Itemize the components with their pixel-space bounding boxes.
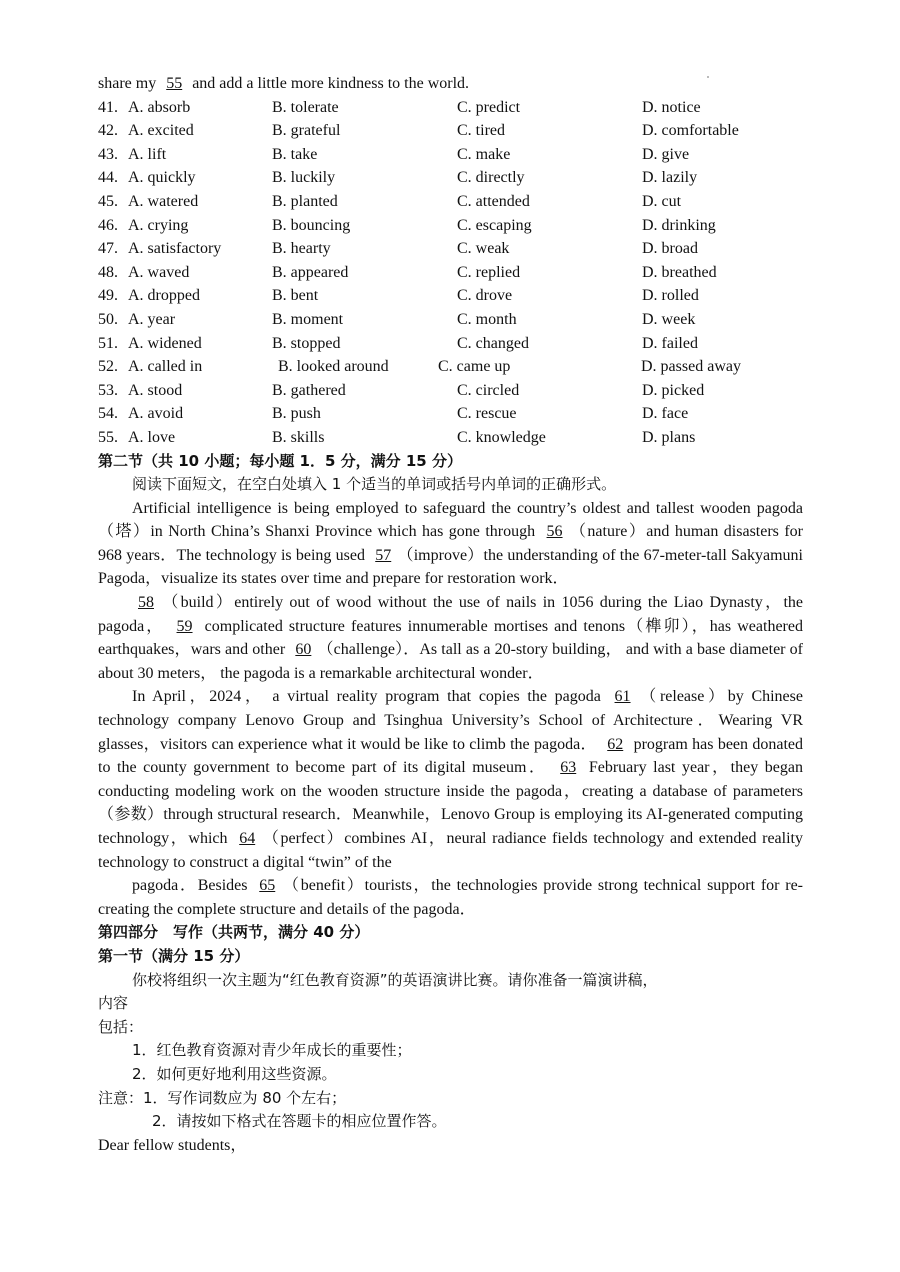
question-number: 52.	[98, 358, 118, 376]
option-c: C. circled	[457, 381, 520, 399]
paragraph-text: （nature）and human disasters for 968 years．The technology is being used	[98, 523, 803, 564]
option-a: A. called in	[128, 358, 203, 376]
paragraph-text: （build）entirely out of wood without the use of nails in 1056 during the Liao Dynasty，the pagoda，	[98, 594, 803, 635]
question-number: 49.	[98, 287, 118, 305]
question-number: 43.	[98, 145, 118, 163]
option-c: C. replied	[457, 263, 521, 281]
option-b: B. moment	[272, 310, 344, 328]
question-number: 51.	[98, 334, 118, 352]
option-a: A. lift	[128, 145, 167, 163]
option-b: B. planted	[272, 192, 338, 210]
question-number: 55.	[98, 428, 118, 446]
question-number: 44.	[98, 169, 118, 187]
option-a: A. satisfactory	[128, 240, 222, 258]
blank-64: 64	[239, 830, 256, 847]
option-b: B. stopped	[272, 334, 341, 352]
option-row	[98, 355, 803, 379]
option-b: B. grateful	[272, 122, 341, 140]
option-row	[98, 237, 803, 261]
option-row	[98, 214, 803, 238]
option-a: A. crying	[128, 216, 189, 234]
paragraph-text: （benefit）tourists，the technologies provide strong technical support for re-creating the complete structure and details of the pagoda．	[98, 877, 803, 918]
option-c: C. predict	[457, 98, 521, 116]
salutation: Dear fellow students，	[98, 1136, 247, 1154]
part4-heading: 第四部分 写作（共两节，满分 40 分）	[98, 923, 370, 942]
blank-65: 65	[259, 877, 276, 895]
question-number: 54.	[98, 405, 118, 423]
option-row	[98, 379, 803, 403]
blank-59: 59	[176, 617, 193, 635]
option-c: C. knowledge	[457, 428, 546, 446]
option-row	[98, 284, 803, 308]
paragraph-text: （challenge）．As tall as a 20-story building， and with a base diameter of about 30 meters， the pagoda is a remarkable architectural wonder．	[98, 641, 803, 682]
option-b: B. looked around	[278, 358, 389, 376]
writing-prompt-cont: 内容	[98, 994, 129, 1013]
option-row	[98, 402, 803, 426]
question-number: 47.	[98, 240, 118, 258]
blank-60: 60	[295, 641, 312, 659]
option-d: D. week	[642, 310, 696, 328]
option-c: C. directly	[457, 169, 525, 187]
option-d: D. broad	[642, 240, 698, 258]
paragraph-text: February last year，they began conducting modeling work on the wooden structure inside the pagoda，creating a database of parameters（参数）through structural research．Meanwhile，Lenovo Group is employing its AI-generated computing technology，which	[98, 759, 804, 847]
option-row	[98, 143, 803, 167]
question-number: 46.	[98, 216, 118, 234]
paragraph-text: complicated structure features innumerable mortises and tenons（榫卯），has weathered earthquakes，wars and other	[98, 617, 803, 659]
writing-prompt: 你校将组织一次主题为“红色教育资源”的英语演讲比赛。请你准备一篇演讲稿，	[132, 970, 658, 989]
blank-55: 55	[166, 75, 183, 92]
paragraph-text: pagoda．Besides	[132, 877, 248, 895]
option-d: D. give	[642, 145, 690, 163]
option-c: C. changed	[457, 334, 529, 352]
question-number: 53.	[98, 381, 118, 399]
option-row	[98, 332, 803, 356]
option-a: A. dropped	[128, 287, 200, 305]
blank-62: 62	[607, 735, 624, 753]
option-d: D. failed	[642, 334, 698, 352]
blank-58: 58	[138, 594, 154, 612]
option-row	[98, 190, 803, 214]
option-a: A. year	[128, 310, 176, 328]
option-b: B. take	[272, 145, 318, 163]
paragraph-text: （perfect）combines AI，neural radiance fields technology and extended reality technology to construct a digital “twin” of the	[98, 830, 803, 871]
option-d: D. passed away	[641, 358, 741, 376]
option-row	[98, 166, 803, 190]
note-item-1: 注意：1．写作词数应为 80 个左右；	[98, 1088, 347, 1107]
exam-page	[98, 72, 803, 1157]
option-a: A. absorb	[128, 98, 191, 116]
requirement-item-1: 1．红色教育资源对青少年成长的重要性；	[132, 1041, 412, 1060]
option-a: A. avoid	[128, 405, 184, 423]
option-c: C. escaping	[457, 216, 532, 234]
question-number: 41.	[98, 98, 118, 116]
option-row	[98, 261, 803, 285]
part4-subheading: 第一节（满分 15 分）	[98, 946, 250, 965]
option-b: B. tolerate	[272, 98, 339, 116]
option-b: B. push	[272, 405, 321, 423]
option-a: A. excited	[128, 122, 194, 140]
paragraph-text: In April，2024， a virtual reality program that copies the pagoda	[132, 688, 601, 706]
blank-57: 57	[375, 546, 392, 564]
option-d: D. picked	[642, 381, 705, 399]
option-a: A. waved	[128, 263, 190, 281]
option-b: B. hearty	[272, 240, 331, 258]
paragraph-text: program has been donated to the county government to become part of its digital museum．	[98, 735, 804, 777]
question-number: 48.	[98, 263, 118, 281]
option-a: A. stood	[128, 381, 183, 399]
section2-heading: 第二节（共 10 小题；每小题 1．5 分，满分 15 分）	[98, 451, 462, 470]
option-d: D. plans	[642, 428, 696, 446]
option-b: B. appeared	[272, 263, 349, 281]
option-d: D. comfortable	[642, 122, 739, 140]
option-d: D. rolled	[642, 287, 699, 305]
note-item-2: 2．请按如下格式在答题卡的相应位置作答。	[152, 1112, 447, 1131]
blank-61: 61	[614, 688, 631, 706]
option-c: C. make	[457, 145, 511, 163]
section2-instruction: 阅读下面短文，在空白处填入 1 个适当的单词或括号内单词的正确形式。	[132, 475, 617, 494]
option-c: C. drove	[457, 287, 513, 305]
option-c: C. tired	[457, 122, 505, 140]
option-c: C. came up	[438, 358, 511, 376]
passage-paragraph-1	[98, 497, 803, 591]
option-b: B. gathered	[272, 381, 346, 399]
option-b: B. bent	[272, 287, 319, 305]
option-b: B. luckily	[272, 169, 336, 187]
question-number: 50.	[98, 310, 118, 328]
passage-paragraph-3	[98, 685, 803, 874]
option-d: D. drinking	[642, 216, 716, 234]
option-row	[98, 96, 803, 120]
option-row	[98, 308, 803, 332]
blank-56: 56	[546, 523, 563, 541]
option-d: D. notice	[642, 98, 701, 116]
option-c: C. month	[457, 310, 517, 328]
intro-line	[98, 72, 803, 96]
option-d: D. lazily	[642, 169, 698, 187]
option-d: D. breathed	[642, 263, 717, 281]
blank-63: 63	[560, 759, 577, 777]
option-a: A. widened	[128, 334, 202, 352]
include-label: 包括：	[98, 1017, 144, 1036]
option-c: C. rescue	[457, 405, 517, 423]
paragraph-text: Artificial intelligence is being employed to safeguard the country’s oldest and tallest wooden pagoda（塔）in North China’s Shanxi Province which has gone through	[98, 499, 803, 541]
option-c: C. attended	[457, 192, 530, 210]
option-b: B. skills	[272, 428, 325, 446]
paragraph-text: （improve）the understanding of the 67-meter-tall Sakyamuni Pagoda，visualize its states over time and prepare for restoration work．	[98, 546, 803, 588]
paragraph-text: （release）by Chinese technology company Lenovo Group and Tsinghua University’s School of Architecture．Wearing VR glasses，visitors can experience what it would be like to climb the pagoda．	[98, 688, 803, 753]
option-b: B. bouncing	[272, 216, 351, 234]
question-number: 45.	[98, 192, 118, 210]
intro-post: and add a little more kindness to the world.	[192, 75, 470, 92]
question-number: 42.	[98, 122, 118, 140]
options-list	[98, 96, 803, 450]
option-row	[98, 119, 803, 143]
requirement-item-2: 2．如何更好地利用这些资源。	[132, 1064, 337, 1083]
option-d: D. cut	[642, 192, 682, 210]
option-row	[98, 426, 803, 450]
intro-pre: share my	[98, 75, 157, 92]
option-a: A. watered	[128, 192, 199, 210]
option-a: A. love	[128, 428, 176, 446]
passage-paragraph-2	[98, 591, 803, 685]
option-a: A. quickly	[128, 169, 196, 187]
option-d: D. face	[642, 405, 689, 423]
passage-paragraph-4	[98, 874, 803, 921]
option-c: C. weak	[457, 240, 510, 258]
